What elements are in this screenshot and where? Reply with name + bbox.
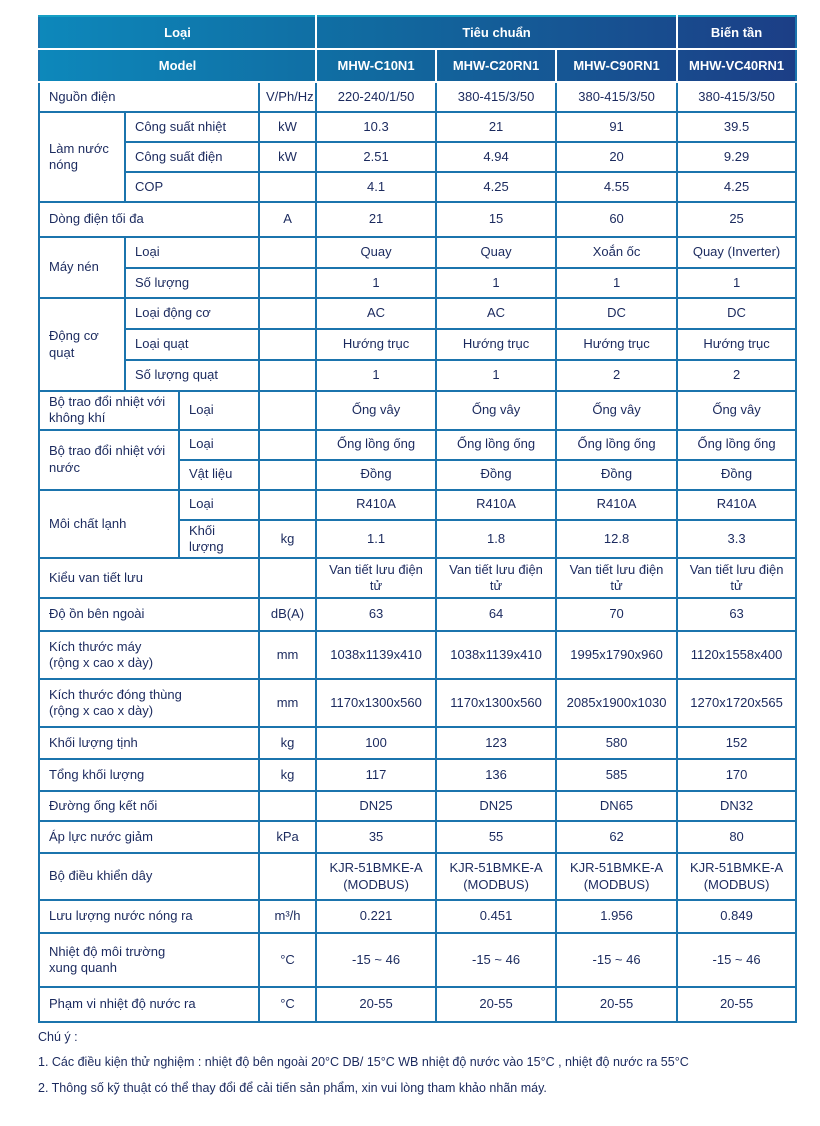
spec-value-cell: 20-55 <box>436 987 556 1022</box>
unit-cell: A <box>259 202 316 237</box>
spec-value-cell: 152 <box>677 727 796 759</box>
group-cell: Làm nước nóng <box>39 112 125 202</box>
spec-label-cell: Dòng điện tối đa <box>39 202 259 237</box>
spec-value-cell: Đồng <box>556 460 677 490</box>
spec-label-cell <box>39 631 259 679</box>
table-row <box>39 490 796 520</box>
spec-value-cell: 25 <box>677 202 796 237</box>
spec-value-cell: DN65 <box>556 791 677 821</box>
model-name-2: MHW-C20RN1 <box>436 49 556 82</box>
spec-label-cell: Công suất điện <box>125 142 259 172</box>
spec-value-cell: 21 <box>436 112 556 142</box>
header-standard-label: Tiêu chuẩn <box>316 16 677 49</box>
spec-table-container <box>38 15 795 1023</box>
spec-label-line2: (rộng x cao x dày) <box>49 655 154 670</box>
footnote-title: Chú ý : <box>38 1030 78 1044</box>
footnotes <box>38 1028 778 1098</box>
unit-cell <box>259 460 316 490</box>
unit-cell <box>259 298 316 329</box>
spec-value-cell: Ống vây <box>436 391 556 430</box>
spec-value-cell: Quay (Inverter) <box>677 237 796 268</box>
spec-value-cell: KJR-51BMKE-A (MODBUS) <box>556 853 677 900</box>
unit-cell: m³/h <box>259 900 316 933</box>
spec-value-cell: 2 <box>556 360 677 391</box>
spec-value-cell: Van tiết lưu điện tử <box>436 558 556 598</box>
spec-value-cell: Hướng trục <box>316 329 436 360</box>
spec-label-cell: Lưu lượng nước nóng ra <box>39 900 259 933</box>
spec-value-cell: 4.25 <box>677 172 796 202</box>
spec-label-cell: Khối lượng <box>179 520 259 559</box>
spec-label-line2: (rộng x cao x dày) <box>49 703 154 718</box>
spec-value-cell: Van tiết lưu điện tử <box>677 558 796 598</box>
spec-value-cell: Xoắn ốc <box>556 237 677 268</box>
spec-label-cell: Số lượng <box>125 268 259 298</box>
table-row <box>39 298 796 329</box>
spec-value-cell: Đồng <box>677 460 796 490</box>
table-row <box>39 360 796 391</box>
unit-cell: kPa <box>259 821 316 853</box>
spec-value-cell: -15 ~ 46 <box>436 933 556 987</box>
table-row <box>39 268 796 298</box>
spec-value-cell: Van tiết lưu điện tử <box>556 558 677 598</box>
spec-value-cell: R410A <box>436 490 556 520</box>
unit-cell <box>259 558 316 598</box>
spec-label-cell: Loại quạt <box>125 329 259 360</box>
spec-label-cell: Bộ điều khiển dây <box>39 853 259 900</box>
spec-value-cell: -15 ~ 46 <box>677 933 796 987</box>
spec-label-cell: Loại động cơ <box>125 298 259 329</box>
spec-value-cell: 62 <box>556 821 677 853</box>
spec-value-cell: DN32 <box>677 791 796 821</box>
spec-value-cell: 20 <box>556 142 677 172</box>
unit-cell <box>259 172 316 202</box>
spec-label-cell: Loại <box>179 391 259 430</box>
spec-value-cell: Hướng trục <box>556 329 677 360</box>
spec-value-cell: 0.849 <box>677 900 796 933</box>
spec-value-cell: 4.1 <box>316 172 436 202</box>
unit-cell: °C <box>259 987 316 1022</box>
spec-value-cell: 1120x1558x400 <box>677 631 796 679</box>
spec-value-cell: 63 <box>316 598 436 631</box>
spec-value-cell: 585 <box>556 759 677 791</box>
group-cell: Máy nén <box>39 237 125 298</box>
unit-cell <box>259 329 316 360</box>
spec-value-cell: 9.29 <box>677 142 796 172</box>
spec-value-cell: 1038x1139x410 <box>436 631 556 679</box>
table-row <box>39 987 796 1022</box>
spec-label-cell: Khối lượng tịnh <box>39 727 259 759</box>
group-cell: Môi chất lạnh <box>39 490 179 559</box>
table-row <box>39 558 796 598</box>
spec-value-cell: Ống vây <box>677 391 796 430</box>
spec-value-cell: 1038x1139x410 <box>316 631 436 679</box>
table-row <box>39 112 796 142</box>
header-type-label: Loại <box>39 16 316 49</box>
spec-label-cell: Tổng khối lượng <box>39 759 259 791</box>
unit-cell: kW <box>259 142 316 172</box>
unit-cell <box>259 360 316 391</box>
spec-value-cell: 0.221 <box>316 900 436 933</box>
table-header-row <box>39 16 796 49</box>
spec-label-cell <box>39 933 259 987</box>
spec-value-cell: Đồng <box>436 460 556 490</box>
model-label: Model <box>39 49 316 82</box>
spec-value-cell: 10.3 <box>316 112 436 142</box>
spec-label: Kích thước đóng thùng <box>49 686 182 702</box>
unit-cell: V/Ph/Hz <box>259 82 316 112</box>
table-row <box>39 142 796 172</box>
unit-cell: kg <box>259 759 316 791</box>
spec-label-cell: Loại <box>179 490 259 520</box>
spec-value-cell: KJR-51BMKE-A (MODBUS) <box>436 853 556 900</box>
table-row <box>39 631 796 679</box>
spec-value-cell: 3.3 <box>677 520 796 559</box>
spec-value-cell: 1 <box>436 268 556 298</box>
table-row <box>39 430 796 460</box>
table-row <box>39 82 796 112</box>
unit-cell <box>259 430 316 460</box>
spec-value-cell: 91 <box>556 112 677 142</box>
spec-value-cell: 123 <box>436 727 556 759</box>
spec-label-cell: Loại <box>179 430 259 460</box>
spec-label-cell: Số lượng quạt <box>125 360 259 391</box>
spec-value-cell: Quay <box>316 237 436 268</box>
spec-value-cell: 15 <box>436 202 556 237</box>
spec-value-cell: Ống lồng ống <box>436 430 556 460</box>
spec-value-cell: Quay <box>436 237 556 268</box>
spec-value-cell: 4.25 <box>436 172 556 202</box>
spec-value-cell: 20-55 <box>316 987 436 1022</box>
spec-label-cell: Công suất nhiệt <box>125 112 259 142</box>
spec-value-cell: 580 <box>556 727 677 759</box>
unit-cell: kW <box>259 112 316 142</box>
table-row <box>39 679 796 727</box>
spec-value-cell: -15 ~ 46 <box>556 933 677 987</box>
spec-label-cell: Vật liệu <box>179 460 259 490</box>
spec-value-cell: 380-415/3/50 <box>677 82 796 112</box>
spec-value-cell: 100 <box>316 727 436 759</box>
unit-cell: °C <box>259 933 316 987</box>
table-row <box>39 759 796 791</box>
spec-value-cell: 64 <box>436 598 556 631</box>
unit-cell: kg <box>259 727 316 759</box>
table-row <box>39 791 796 821</box>
spec-value-cell: Ống lồng ống <box>556 430 677 460</box>
spec-label-cell: Loại <box>125 237 259 268</box>
spec-label-cell: Kiểu van tiết lưu <box>39 558 259 598</box>
spec-label-cell: Đường ống kết nối <box>39 791 259 821</box>
spec-value-cell: Ống vây <box>556 391 677 430</box>
header-inverter-label: Biến tần <box>677 16 796 49</box>
unit-cell: dB(A) <box>259 598 316 631</box>
spec-value-cell: R410A <box>316 490 436 520</box>
table-model-row <box>39 49 796 82</box>
spec-value-cell: 1170x1300x560 <box>436 679 556 727</box>
spec-label-cell: Áp lực nước giảm <box>39 821 259 853</box>
spec-value-cell: 2 <box>677 360 796 391</box>
spec-value-cell: R410A <box>556 490 677 520</box>
unit-cell <box>259 391 316 430</box>
unit-cell <box>259 853 316 900</box>
unit-cell <box>259 791 316 821</box>
table-row <box>39 900 796 933</box>
spec-value-cell: 20-55 <box>677 987 796 1022</box>
table-row <box>39 329 796 360</box>
spec-value-cell: 63 <box>677 598 796 631</box>
spec-value-cell: 136 <box>436 759 556 791</box>
spec-value-cell: Đồng <box>316 460 436 490</box>
group-cell: Bộ trao đổi nhiệt với nước <box>39 430 179 490</box>
spec-value-cell: 220-240/1/50 <box>316 82 436 112</box>
spec-label-cell: Nguồn điện <box>39 82 259 112</box>
table-row <box>39 853 796 900</box>
unit-cell: kg <box>259 520 316 559</box>
spec-value-cell: 1 <box>677 268 796 298</box>
spec-value-cell: DN25 <box>436 791 556 821</box>
footnote-2: 2. Thông số kỹ thuật có thể thay đổi để cải tiến sản phẩm, xin vui lòng tham khảo nhãn máy. <box>38 1080 547 1095</box>
table-row <box>39 598 796 631</box>
spec-value-cell: Van tiết lưu điện tử <box>316 558 436 598</box>
spec-value-cell: 4.94 <box>436 142 556 172</box>
spec-label: Nhiệt độ môi trường <box>49 943 166 959</box>
spec-label-cell: Phạm vi nhiệt độ nước ra <box>39 987 259 1022</box>
spec-value-cell: 21 <box>316 202 436 237</box>
unit-cell: mm <box>259 679 316 727</box>
spec-value-cell: 117 <box>316 759 436 791</box>
spec-value-cell: -15 ~ 46 <box>316 933 436 987</box>
group-cell: Động cơ quạt <box>39 298 125 391</box>
spec-value-cell: 170 <box>677 759 796 791</box>
spec-value-cell: 35 <box>316 821 436 853</box>
spec-value-cell: 39.5 <box>677 112 796 142</box>
spec-value-cell: DC <box>677 298 796 329</box>
table-row <box>39 172 796 202</box>
spec-label-cell: COP <box>125 172 259 202</box>
unit-cell <box>259 237 316 268</box>
spec-label-cell <box>39 679 259 727</box>
spec-value-cell: DC <box>556 298 677 329</box>
spec-value-cell: 1.1 <box>316 520 436 559</box>
table-row <box>39 237 796 268</box>
spec-value-cell: AC <box>436 298 556 329</box>
spec-value-cell: KJR-51BMKE-A (MODBUS) <box>316 853 436 900</box>
spec-value-cell: 0.451 <box>436 900 556 933</box>
spec-value-cell: 1 <box>436 360 556 391</box>
spec-label-cell: Độ ồn bên ngoài <box>39 598 259 631</box>
unit-cell <box>259 490 316 520</box>
spec-value-cell: R410A <box>677 490 796 520</box>
model-name-4: MHW-VC40RN1 <box>677 49 796 82</box>
spec-label: Kích thước máy <box>49 638 142 654</box>
spec-value-cell: 380-415/3/50 <box>436 82 556 112</box>
spec-value-cell: 1 <box>316 360 436 391</box>
spec-value-cell: 1 <box>556 268 677 298</box>
spec-value-cell: 4.55 <box>556 172 677 202</box>
group-cell: Bộ trao đổi nhiệt với không khí <box>39 391 179 430</box>
spec-value-cell: 60 <box>556 202 677 237</box>
spec-value-cell: 80 <box>677 821 796 853</box>
unit-cell: mm <box>259 631 316 679</box>
spec-value-cell: Hướng trục <box>436 329 556 360</box>
spec-value-cell: Ống lồng ống <box>316 430 436 460</box>
spec-value-cell: 12.8 <box>556 520 677 559</box>
spec-value-cell: 1995x1790x960 <box>556 631 677 679</box>
spec-value-cell: 380-415/3/50 <box>556 82 677 112</box>
unit-cell <box>259 268 316 298</box>
model-name-3: MHW-C90RN1 <box>556 49 677 82</box>
spec-value-cell: 2085x1900x1030 <box>556 679 677 727</box>
spec-value-cell: AC <box>316 298 436 329</box>
spec-value-cell: 1 <box>316 268 436 298</box>
table-row <box>39 202 796 237</box>
spec-value-cell: 70 <box>556 598 677 631</box>
table-row <box>39 727 796 759</box>
spec-value-cell: KJR-51BMKE-A (MODBUS) <box>677 853 796 900</box>
spec-value-cell: 20-55 <box>556 987 677 1022</box>
table-row <box>39 821 796 853</box>
spec-value-cell: 1270x1720x565 <box>677 679 796 727</box>
spec-table <box>38 15 797 1023</box>
spec-value-cell: 1170x1300x560 <box>316 679 436 727</box>
table-row <box>39 391 796 430</box>
spec-value-cell: DN25 <box>316 791 436 821</box>
spec-value-cell: Ống lồng ống <box>677 430 796 460</box>
spec-value-cell: Hướng trục <box>677 329 796 360</box>
spec-value-cell: 1.956 <box>556 900 677 933</box>
footnote-1: 1. Các điều kiện thử nghiệm : nhiệt độ bên ngoài 20°C DB/ 15°C WB nhiệt độ nước vào 15°C , nhiệt độ nước ra 55°C <box>38 1055 689 1070</box>
spec-value-cell: 55 <box>436 821 556 853</box>
spec-value-cell: 2.51 <box>316 142 436 172</box>
spec-label-line2: xung quanh <box>49 960 117 975</box>
table-row <box>39 933 796 987</box>
spec-value-cell: Ống vây <box>316 391 436 430</box>
spec-value-cell: 1.8 <box>436 520 556 559</box>
model-name-1: MHW-C10N1 <box>316 49 436 82</box>
